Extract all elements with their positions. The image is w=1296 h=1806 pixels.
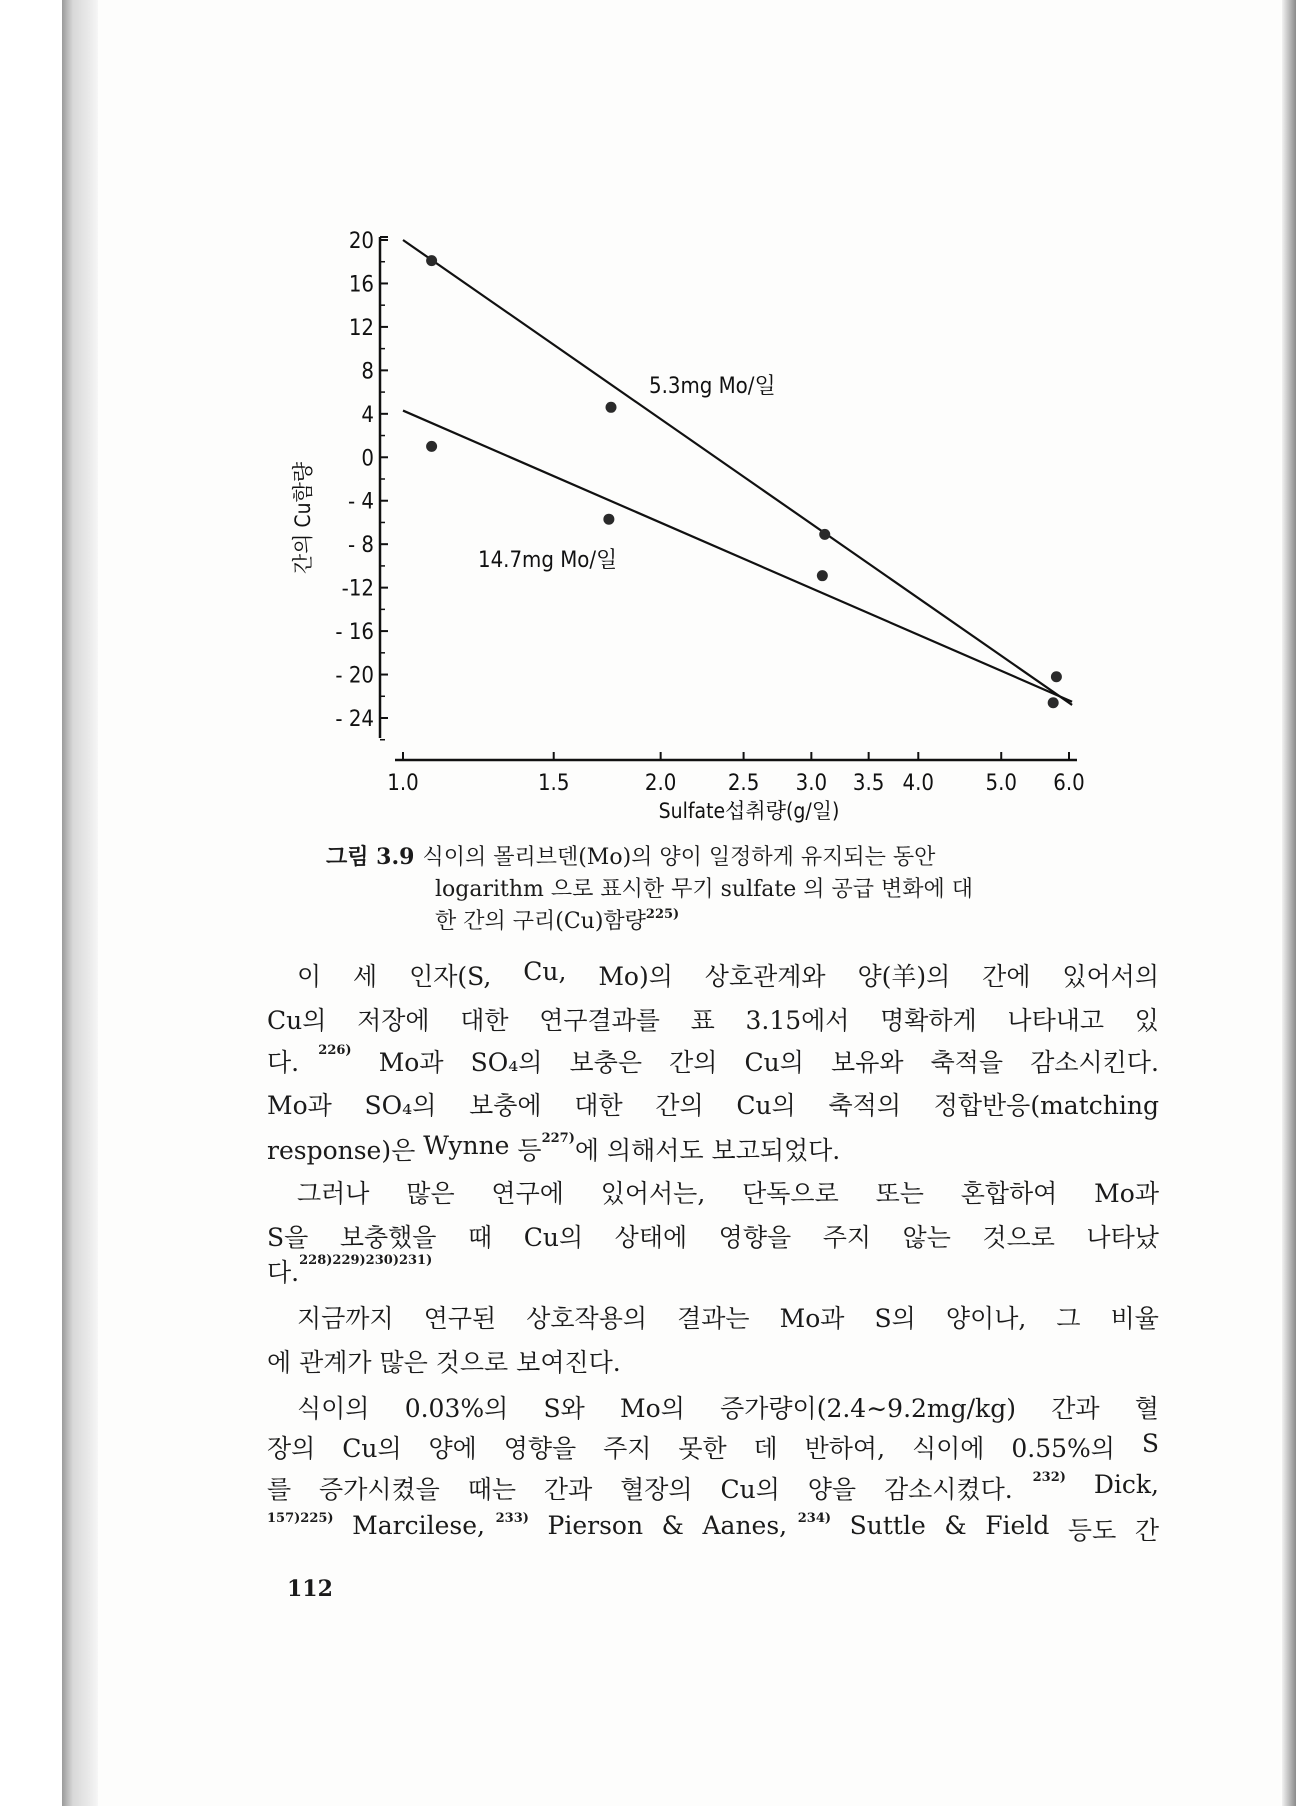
body-line	[267, 1131, 1159, 1167]
body-text-segment: 명확하게	[872, 1006, 977, 1035]
body-text-segment: 식이의	[297, 1394, 370, 1423]
body-text-segment: 혼합하여	[952, 1179, 1058, 1208]
fit-line	[403, 240, 1072, 705]
body-text-segment: 0.03%의	[396, 1394, 509, 1423]
body-text-segment: 등도	[1059, 1516, 1117, 1545]
body-text-segment: S의	[866, 1304, 916, 1333]
reference-superscript: 233)	[495, 1511, 529, 1526]
reference-superscript: 232)	[1032, 1470, 1066, 1485]
body-text-segment: Wynne	[415, 1131, 510, 1160]
body-line	[267, 1001, 1159, 1037]
body-text-segment: 단독으로	[734, 1179, 839, 1208]
reference-superscript: 228)229)230)231)	[299, 1253, 433, 1268]
data-point	[817, 570, 828, 581]
body-text-segment: 다.	[267, 1048, 300, 1077]
body-text-segment: 그러나	[297, 1179, 370, 1208]
body-text-segment: 간에	[974, 962, 1031, 991]
x-tick-label: 3.0	[795, 771, 828, 796]
series-label: 14.7mg Mo/일	[478, 548, 618, 573]
data-point	[819, 529, 830, 540]
body-text-segment: 상태에	[606, 1223, 688, 1252]
body-text-segment: 양을	[799, 1475, 857, 1504]
y-tick-label: 16	[348, 272, 374, 298]
body-text-segment: 표	[682, 1006, 715, 1035]
x-tick-label: 1.5	[537, 771, 570, 796]
body-text-segment: SO₄의	[356, 1091, 437, 1120]
body-line	[267, 1343, 1159, 1379]
body-text-segment: 증가량이(2.4∼9.2mg/kg)	[712, 1394, 1016, 1423]
body-text-segment: Mo과	[771, 1304, 845, 1333]
body-text-segment: 결과는	[669, 1304, 750, 1333]
y-tick-label: - 24	[335, 707, 374, 732]
body-text-segment: Mo)의	[590, 962, 673, 991]
body-text-segment: 데	[745, 1434, 778, 1463]
body-text-segment: &	[936, 1511, 967, 1540]
caption-text: logarithm 으로 표시한 무기 sulfate 의 공급 변화에 대	[435, 877, 973, 902]
body-text-segment: Cu의	[736, 1048, 804, 1077]
reference-superscript: 226)	[318, 1043, 352, 1058]
body-text-segment: 상호관계와	[696, 962, 826, 991]
body-line	[297, 957, 1159, 993]
x-tick-label: 4.0	[902, 771, 935, 796]
body-text-segment: 비율	[1102, 1304, 1159, 1333]
data-point	[603, 514, 614, 525]
body-text-segment: SO₄의	[462, 1048, 543, 1077]
body-line	[267, 1218, 1159, 1254]
y-axis-title: 간의 Cu함량	[291, 461, 315, 575]
page-number: 112	[287, 1576, 333, 1602]
body-text-segment: 많은	[371, 1348, 428, 1377]
body-text-segment: 에	[574, 1136, 600, 1165]
body-text-segment: 관계가	[291, 1348, 372, 1377]
body-text-segment: Cu의	[334, 1434, 402, 1463]
body-text-segment: Cu의	[515, 1223, 584, 1252]
body-text-segment: 간의	[647, 1091, 704, 1120]
body-text-segment: 감소시킨다.	[1022, 1048, 1159, 1077]
body-text-segment: S을	[267, 1223, 309, 1252]
body-text-segment: 연구된	[415, 1304, 497, 1333]
body-text-segment: 세	[345, 962, 378, 991]
body-text-segment: Dick,	[1085, 1470, 1159, 1499]
caption-text: 식이의 몰리브덴(Mo)의 양이 일정하게 유지되는 동안	[422, 845, 936, 870]
caption-text: 한 간의 구리(Cu)함량	[435, 909, 646, 934]
figure-number: 그림 3.9	[326, 844, 415, 870]
data-point	[606, 402, 617, 413]
body-text-segment: 대한	[566, 1091, 623, 1120]
figure-caption-line	[326, 840, 935, 871]
body-text-segment: 장의	[267, 1434, 316, 1463]
body-text-segment: 영향을	[710, 1223, 792, 1252]
body-text-segment: 보유와	[823, 1048, 904, 1077]
body-text-segment: 등	[509, 1136, 542, 1165]
body-text-segment: Field	[977, 1511, 1050, 1540]
caption-reference: 225)	[645, 907, 680, 922]
data-point	[1051, 671, 1062, 682]
body-text-segment: 양(羊)의	[849, 962, 951, 991]
body-line	[267, 1429, 1159, 1465]
series-label: 5.3mg Mo/일	[649, 374, 776, 399]
body-text-segment: 다.	[267, 1258, 300, 1287]
body-text-segment: Mo과	[267, 1091, 332, 1120]
body-text-segment: Cu의	[267, 1006, 327, 1035]
body-text-segment: Mo과	[1086, 1179, 1159, 1208]
body-text-segment: 보고되었다.	[703, 1136, 841, 1165]
y-tick-label: - 8	[347, 533, 374, 559]
body-text-segment: 혈	[1126, 1394, 1159, 1423]
body-text-segment: 주지	[814, 1223, 871, 1252]
body-text-segment: 감소시켰다.	[876, 1475, 1013, 1504]
body-text-segment: 것으로	[427, 1348, 509, 1377]
figure-caption-line	[435, 872, 973, 903]
y-tick-label: 8	[361, 359, 374, 385]
body-text-segment: 축적을	[922, 1048, 1004, 1077]
body-text-segment: 증가시켰을	[311, 1475, 440, 1504]
body-text-segment: 지금까지	[297, 1304, 394, 1333]
body-line	[267, 1086, 1159, 1122]
body-text-segment: 간과	[1043, 1394, 1100, 1423]
body-line	[297, 1299, 1159, 1335]
body-text-segment: 상호작용의	[518, 1304, 647, 1333]
body-text-segment: Cu의	[712, 1475, 780, 1504]
body-text-segment: 0.55%의	[1003, 1434, 1115, 1463]
body-text-segment: 대한	[452, 1006, 509, 1035]
y-tick-label: - 16	[335, 620, 374, 646]
body-text-segment: 를	[267, 1475, 292, 1504]
y-tick-label: 20	[348, 229, 374, 254]
body-text-segment: 보여진다.	[508, 1348, 621, 1377]
body-text-segment: 것으로	[974, 1223, 1055, 1252]
body-text-segment: 양이나,	[937, 1304, 1027, 1333]
y-tick-label: -12	[341, 576, 374, 602]
body-text-segment: 양에	[420, 1434, 477, 1463]
body-line	[267, 1043, 1159, 1079]
data-point	[426, 441, 437, 452]
body-text-segment: 보충했을	[331, 1223, 437, 1252]
body-text-segment: Marcilese,	[344, 1511, 485, 1540]
x-tick-label: 2.0	[644, 771, 677, 796]
body-text-segment: 간의	[661, 1048, 718, 1077]
data-point	[426, 255, 437, 266]
body-text-segment: 축적의	[820, 1091, 901, 1120]
x-tick-label: 6.0	[1053, 771, 1085, 796]
x-tick-label: 2.5	[727, 771, 760, 796]
body-text-segment: 나타났	[1078, 1223, 1159, 1252]
reference-superscript: 227)	[541, 1131, 575, 1146]
y-tick-label: 4	[361, 402, 374, 428]
body-text-segment: 혈장의	[612, 1475, 693, 1504]
body-text-segment: Aanes,	[694, 1511, 788, 1540]
body-text-segment: 저장에	[349, 1006, 430, 1035]
body-text-segment: 나타내고	[999, 1006, 1105, 1035]
body-text-segment: 못한	[670, 1434, 727, 1463]
body-line	[267, 1253, 1159, 1289]
body-text-segment: 있어서의	[1054, 962, 1159, 991]
figure-caption-line	[435, 904, 679, 935]
body-text-segment: 에	[267, 1348, 292, 1377]
reference-superscript: 234)	[797, 1511, 832, 1526]
body-text-segment: Cu,	[515, 957, 567, 986]
body-text-segment: 보충은	[561, 1048, 642, 1077]
reference-superscript: 157)225)	[267, 1511, 334, 1526]
body-line	[267, 1511, 1159, 1547]
body-text-segment: 간과	[535, 1475, 593, 1504]
body-text-segment: Cu의	[728, 1091, 796, 1120]
body-text-segment: S	[1133, 1429, 1159, 1458]
y-tick-label: 12	[348, 315, 374, 341]
body-text-segment: 있어서는,	[592, 1179, 706, 1208]
body-text-segment: 3.15에서	[737, 1006, 850, 1035]
body-text-segment: 영향을	[495, 1434, 577, 1463]
body-text-segment: 이	[297, 962, 322, 991]
body-text-segment: S와	[535, 1394, 585, 1423]
body-text-segment: 연구결과를	[531, 1006, 660, 1035]
body-text-segment: &	[653, 1511, 684, 1540]
body-text-segment: Pierson	[539, 1511, 644, 1540]
body-text-segment: response)은	[267, 1136, 416, 1165]
body-line	[297, 1389, 1159, 1425]
x-tick-label: 3.5	[852, 771, 885, 796]
body-text-segment: 또는	[867, 1179, 924, 1208]
body-text-segment: Mo의	[612, 1394, 685, 1423]
figure-chart	[0, 0, 1296, 840]
y-tick-label: - 4	[347, 489, 374, 515]
y-tick-label: - 20	[335, 663, 374, 689]
body-text-segment: 식이에	[904, 1434, 985, 1463]
body-text-segment: 그	[1048, 1304, 1081, 1333]
body-text-segment: 있	[1126, 1006, 1159, 1035]
body-text-segment: 많은	[398, 1179, 455, 1208]
body-text-segment: 보충에	[461, 1091, 542, 1120]
y-tick-label: 0	[361, 446, 374, 472]
body-text-segment: 반하여,	[796, 1434, 886, 1463]
body-text-segment: 연구에	[483, 1179, 564, 1208]
body-line	[267, 1470, 1159, 1506]
body-text-segment: 정합반응(matching	[925, 1091, 1159, 1120]
body-line	[297, 1174, 1159, 1210]
body-text-segment: 간	[1126, 1516, 1159, 1545]
body-text-segment: Suttle	[841, 1511, 926, 1540]
body-text-segment: 때	[460, 1223, 493, 1252]
body-text-segment: 않는	[894, 1223, 951, 1252]
x-tick-label: 1.0	[387, 771, 419, 796]
body-text-segment: 의해서도	[599, 1136, 704, 1165]
x-axis-title: Sulfate섭취량(g/일)	[658, 799, 840, 823]
body-text-segment: 때는	[459, 1475, 517, 1504]
x-tick-label: 5.0	[985, 771, 1017, 796]
data-point	[1048, 697, 1059, 708]
body-text-segment: 인자(S,	[401, 962, 492, 991]
body-text-segment: 주지	[595, 1434, 652, 1463]
body-text-segment: Mo과	[370, 1048, 444, 1077]
